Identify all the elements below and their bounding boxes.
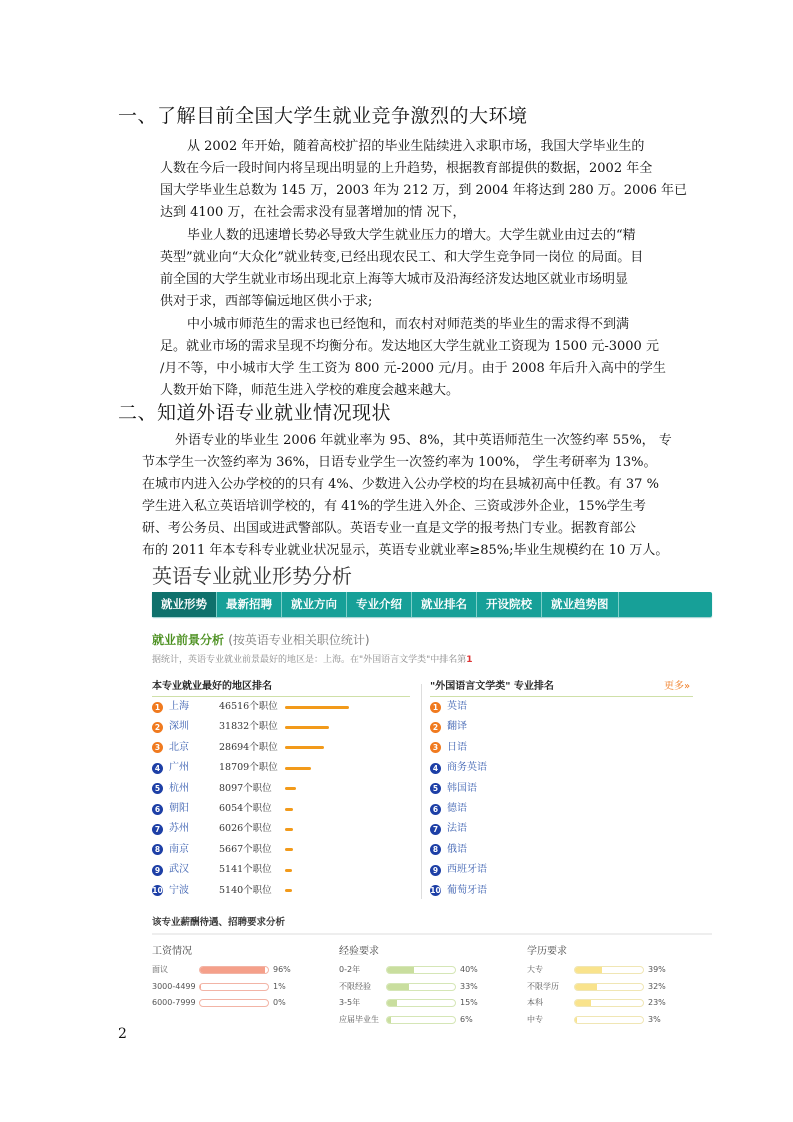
- job-count-bar: [285, 767, 311, 770]
- group-title: 学历要求: [527, 946, 567, 957]
- rank-badge: 1: [152, 702, 163, 713]
- region-row: [152, 801, 293, 817]
- paragraph-line: 英型”就业向“大众化”就业转变,已经出现农民工、和大学生竞争同一岗位 的局面。目: [160, 250, 644, 265]
- progress-track: [386, 1016, 456, 1024]
- analysis-divider: [152, 933, 712, 935]
- requirement-percent: 15%: [460, 998, 478, 1007]
- progress-fill: [387, 967, 414, 973]
- requirement-row: [339, 980, 478, 994]
- requirement-percent: 0%: [273, 998, 286, 1007]
- requirement-label: 不限学历: [527, 981, 559, 991]
- requirement-label: 0-2年: [339, 965, 361, 974]
- regions-header: 本专业就业最好的地区排名: [152, 681, 272, 692]
- job-count-bar: [285, 828, 293, 831]
- requirement-row: [152, 963, 291, 977]
- regions-divider: [152, 696, 410, 697]
- major-row: [430, 801, 527, 817]
- progress-fill: [200, 967, 265, 973]
- prospect-heading: [152, 632, 370, 648]
- column-separator: [421, 684, 422, 899]
- more-link[interactable]: 更多»: [664, 681, 691, 692]
- paragraph-line: 前全国的大学生就业市场出现北京上海等大城市及沿海经济发达地区就业市场明显: [160, 272, 629, 287]
- region-row: [152, 760, 311, 776]
- job-count-bar: [285, 746, 324, 749]
- group-title: 经验要求: [339, 946, 379, 957]
- progress-fill: [387, 1000, 397, 1006]
- paragraph-line: 人数开始下降，师范生进入学校的难度会越来越大。: [160, 383, 460, 398]
- major-row: [430, 821, 527, 837]
- major-link[interactable]: 韩国语: [447, 782, 477, 794]
- progress-track: [199, 983, 269, 991]
- widget-nav-bar: [152, 592, 712, 617]
- region-link[interactable]: 上海: [169, 701, 189, 712]
- paragraph-line: 足。就业市场的需求呈现不均衡分布。发达地区大学生就业工资现为 1500 元-3000 元: [160, 339, 659, 354]
- job-count-bar: [285, 889, 292, 892]
- progress-fill: [575, 1017, 577, 1023]
- job-count-bar: [285, 706, 349, 709]
- region-row: [152, 740, 324, 756]
- prospect-note: (按英语专业相关职位统计): [228, 633, 370, 647]
- region-row: [152, 781, 296, 797]
- progress-track: [574, 966, 644, 974]
- job-count: 46516个职位: [219, 701, 278, 712]
- requirement-percent: 23%: [648, 998, 666, 1007]
- progress-fill: [575, 984, 597, 990]
- requirement-row: [527, 996, 666, 1010]
- job-count-bar: [285, 808, 293, 811]
- requirement-row: [152, 980, 286, 994]
- region-link[interactable]: 武汉: [169, 864, 189, 876]
- progress-track: [386, 999, 456, 1007]
- requirement-row: [527, 980, 666, 994]
- rank-badge: 4: [430, 763, 441, 774]
- tab-1[interactable]: 就业形势: [152, 592, 217, 617]
- requirement-label: 应届毕业生: [339, 1014, 379, 1024]
- major-link[interactable]: 葡萄牙语: [447, 884, 487, 896]
- rank-badge: 4: [152, 763, 163, 774]
- requirement-label: 6000-7999: [152, 998, 196, 1007]
- requirement-label: 大专: [527, 965, 543, 974]
- paragraph-line: /月不等，中小城市大学 生工资为 800 元-2000 元/月。由于 2008 年后升入高中的学生: [160, 361, 666, 376]
- job-count: 5141个职位: [219, 864, 272, 876]
- paragraph-line: 研、考公务员、出国或进武警部队。英语专业一直是文学的报考热门专业。据教育部公: [142, 521, 637, 536]
- requirement-row: [339, 963, 478, 977]
- progress-track: [199, 966, 269, 974]
- major-link[interactable]: 商务英语: [447, 762, 487, 774]
- rank-badge: 2: [430, 722, 441, 733]
- job-count: 5667个职位: [219, 843, 272, 855]
- rank-badge: 6: [430, 804, 441, 815]
- rank-badge: 9: [152, 865, 163, 876]
- rank-badge: 5: [430, 783, 441, 794]
- summary-text: 据统计，英语专业就业前景最好的地区是：上海。在"外国语言文学类"中排名第: [152, 655, 467, 665]
- requirement-row: [527, 963, 666, 977]
- major-link[interactable]: 英语: [447, 701, 467, 712]
- rank-badge: 8: [430, 844, 441, 855]
- job-count: 18709个职位: [219, 762, 278, 774]
- paragraph-line: 在城市内进入公办学校的的只有 4%、少数进入公办学校的均在县城初高中任教。有 37 %: [142, 477, 659, 492]
- requirement-percent: 32%: [648, 981, 666, 991]
- section-2-heading: 二、知道外语专业就业情况现状: [118, 402, 392, 424]
- paragraph-line: 达到 4100 万，在社会需求没有显著增加的情 况下，: [160, 205, 466, 220]
- region-row: [152, 699, 349, 715]
- job-count: 6054个职位: [219, 803, 272, 814]
- region-link[interactable]: 南京: [169, 843, 189, 855]
- major-link[interactable]: 翻译: [447, 721, 467, 733]
- tab-6[interactable]: 开设院校: [477, 592, 542, 617]
- progress-fill: [575, 967, 602, 973]
- rank-badge: 10: [152, 886, 163, 896]
- paragraph-line: 人数在今后一段时间内将呈现出明显的上升趋势，根据教育部提供的数据，2002 年全: [160, 161, 653, 176]
- region-link[interactable]: 朝阳: [169, 803, 189, 814]
- region-row: [152, 842, 293, 858]
- major-row: [430, 842, 527, 858]
- region-row: [152, 883, 292, 899]
- requirement-label: 3-5年: [339, 998, 361, 1007]
- region-link[interactable]: 北京: [169, 741, 189, 753]
- region-link[interactable]: 宁波: [169, 884, 189, 896]
- region-row: [152, 719, 329, 735]
- job-count: 6026个职位: [219, 823, 272, 835]
- widget-title: 英语专业就业形势分析: [152, 564, 352, 588]
- rank-badge: 5: [152, 783, 163, 794]
- tab-3[interactable]: 就业方向: [282, 592, 347, 617]
- rank-badge: 3: [430, 742, 441, 753]
- major-row: [430, 740, 527, 756]
- requirement-label: 3000-4499: [152, 981, 196, 991]
- requirement-percent: 39%: [648, 965, 666, 974]
- requirement-label: 本科: [527, 998, 543, 1007]
- requirement-row: [339, 996, 478, 1010]
- rank-badge: 10: [430, 886, 441, 896]
- progress-track: [199, 999, 269, 1007]
- paragraph-line: 从 2002 年开始，随着高校扩招的毕业生陆续进入求职市场，我国大学毕业生的: [187, 139, 645, 154]
- paragraph-line: 节本学生一次签约率为 36%，日语专业学生一次签约率为 100%， 学生考研率为 13%。: [142, 455, 657, 470]
- requirement-row: [339, 1013, 473, 1027]
- requirement-label: 中专: [527, 1014, 543, 1024]
- progress-track: [386, 983, 456, 991]
- requirement-percent: 6%: [460, 1014, 473, 1024]
- paragraph-line: 学生进入私立英语培训学校的，有 41%的学生进入外企、三资或涉外企业，15%学生考: [142, 499, 646, 514]
- paragraph-line: 毕业人数的迅速增长势必导致大学生就业压力的增大。大学生就业由过去的“精: [187, 228, 636, 243]
- prospect-title: 就业前景分析: [152, 633, 225, 647]
- paragraph-line: 中小城市师范生的需求也已经饱和，而农村对师范类的毕业生的需求得不到满: [187, 317, 630, 332]
- job-count-bar: [285, 848, 293, 851]
- summary-rank: 1: [466, 655, 473, 665]
- majors-header: "外国语言文学类" 专业排名: [430, 681, 554, 692]
- requirement-percent: 3%: [648, 1014, 661, 1024]
- requirement-percent: 33%: [460, 981, 478, 991]
- job-count: 31832个职位: [219, 721, 278, 733]
- tab-4[interactable]: 专业介绍: [347, 592, 412, 617]
- rank-badge: 6: [152, 804, 163, 815]
- requirement-row: [527, 1013, 661, 1027]
- major-link[interactable]: 德语: [447, 803, 467, 814]
- progress-fill: [387, 1017, 391, 1023]
- summary: [152, 654, 473, 666]
- major-row: [430, 699, 527, 715]
- section-1-heading: 一、了解目前全国大学生就业竞争激烈的大环境: [118, 105, 528, 127]
- progress-track: [574, 1016, 644, 1024]
- region-link[interactable]: 深圳: [169, 721, 189, 733]
- job-count: 28694个职位: [219, 741, 278, 753]
- tab-7[interactable]: 就业趋势图: [542, 592, 619, 617]
- progress-track: [574, 999, 644, 1007]
- paragraph-line: 外语专业的毕业生 2006 年就业率为 95、8%，其中英语师范生一次签约率 55%， 专: [175, 433, 672, 448]
- progress-fill: [200, 984, 201, 990]
- progress-fill: [575, 1000, 591, 1006]
- major-link[interactable]: 日语: [447, 741, 467, 753]
- major-link[interactable]: 俄语: [447, 843, 467, 855]
- job-count-bar: [285, 726, 329, 729]
- rank-badge: 2: [152, 722, 163, 733]
- paragraph-line: 供对于求，西部等偏远地区供小于求;: [160, 294, 373, 309]
- requirement-label: 面议: [152, 965, 168, 974]
- rank-badge: 7: [430, 824, 441, 835]
- paragraph-line: 国大学毕业生总数为 145 万，2003 年为 212 万，到 2004 年将达到 280 万。2006 年已: [160, 183, 688, 198]
- major-row: [430, 719, 527, 735]
- rank-badge: 9: [430, 865, 441, 876]
- group-title: 工资情况: [152, 946, 192, 957]
- region-link[interactable]: 苏州: [169, 823, 189, 835]
- progress-fill: [387, 984, 409, 990]
- major-row: [430, 862, 527, 878]
- major-link[interactable]: 法语: [447, 823, 467, 835]
- requirement-percent: 40%: [460, 965, 478, 974]
- requirement-row: [152, 996, 286, 1010]
- job-count: 8097个职位: [219, 782, 272, 794]
- job-count-bar: [285, 787, 296, 790]
- job-count: 5140个职位: [219, 884, 272, 896]
- progress-track: [386, 966, 456, 974]
- region-link[interactable]: 广州: [169, 762, 189, 774]
- analysis-header: 该专业薪酬待遇、招聘要求分析: [152, 917, 286, 928]
- tab-2[interactable]: 最新招聘: [217, 592, 282, 617]
- page-number: 2: [118, 1026, 127, 1042]
- requirement-label: 不限经验: [339, 981, 371, 991]
- region-row: [152, 862, 292, 878]
- job-count-bar: [285, 869, 292, 872]
- paragraph-line: 布的 2011 年本专科专业就业状况显示，英语专业就业率≥85%;毕业生规模约在 10 万人。: [142, 543, 669, 558]
- rank-badge: 1: [430, 702, 441, 713]
- tab-5[interactable]: 就业排名: [412, 592, 477, 617]
- region-row: [152, 821, 293, 837]
- rank-badge: 8: [152, 844, 163, 855]
- major-row: [430, 781, 527, 797]
- rank-badge: 3: [152, 742, 163, 753]
- requirement-percent: 1%: [273, 981, 286, 991]
- requirement-percent: 96%: [273, 965, 291, 974]
- major-link[interactable]: 西班牙语: [447, 864, 487, 876]
- region-link[interactable]: 杭州: [169, 782, 189, 794]
- progress-track: [574, 983, 644, 991]
- major-row: [430, 760, 527, 776]
- major-row: [430, 883, 527, 899]
- majors-divider: [430, 696, 693, 697]
- rank-badge: 7: [152, 824, 163, 835]
